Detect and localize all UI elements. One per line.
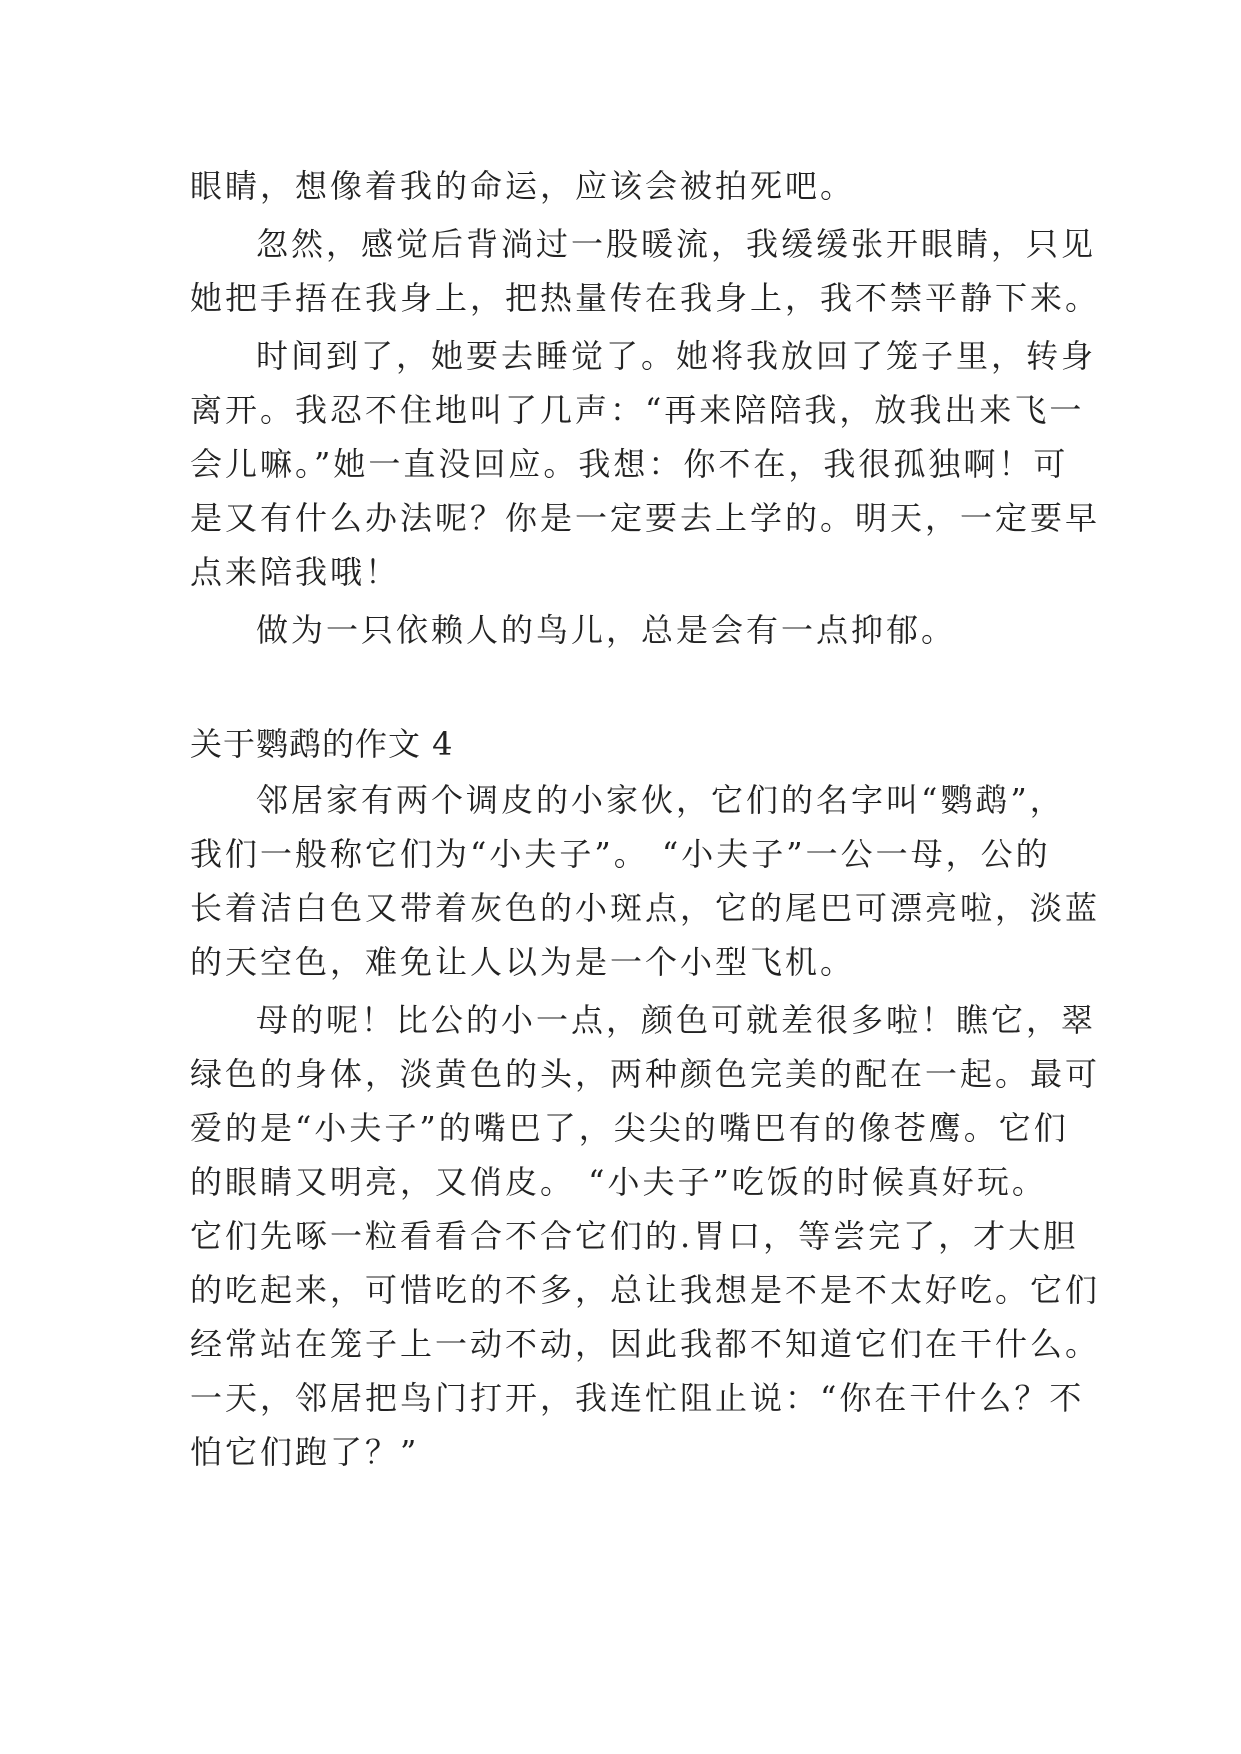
text-line: 的天空色，难免让人以为是一个小型飞机。: [190, 943, 856, 981]
text-line: 怕它们跑了？”: [190, 1433, 420, 1471]
paragraph-first-line: 时间到了，她要去睡觉了。她将我放回了笼子里，转身: [256, 337, 1097, 375]
text-line: 的眼睛又明亮，又俏皮。 “小夫子”吃饭的时候真好玩。: [190, 1163, 1047, 1201]
text-line: 点来陪我哦！: [190, 553, 401, 591]
text-line: 它们先啄一粒看看合不合它们的.胃口，等尝完了，才大胆: [190, 1217, 1079, 1255]
text-line: 是又有什么办法呢？你是一定要去上学的。明天，一定要早: [190, 499, 1101, 537]
text-line: 的吃起来，可惜吃的不多，总让我想是不是不太好吃。它们: [190, 1271, 1101, 1309]
text-line: 会儿嘛。”她一直没回应。我想：你不在，我很孤独啊！可: [190, 445, 1069, 483]
text-line: 绿色的身体，淡黄色的头，两种颜色完美的配在一起。最可: [190, 1055, 1101, 1093]
section-heading: 关于鹦鹉的作文 4: [190, 725, 454, 763]
text-line: 眼睛，想像着我的命运，应该会被拍死吧。: [190, 167, 856, 205]
text-line: 她把手捂在我身上，把热量传在我身上，我不禁平静下来。: [190, 279, 1101, 317]
text-line: 我们一般称它们为“小夫子”。 “小夫子”一公一母，公的: [190, 835, 1051, 873]
text-line: 经常站在笼子上一动不动，因此我都不知道它们在干什么。: [190, 1325, 1101, 1363]
text-line: 长着洁白色又带着灰色的小斑点，它的尾巴可漂亮啦，淡蓝: [190, 889, 1101, 927]
paragraph-first-line: 忽然，感觉后背淌过一股暖流，我缓缓张开眼睛，只见: [256, 225, 1097, 263]
text-line: 爱的是“小夫子”的嘴巴了，尖尖的嘴巴有的像苍鹰。它们: [190, 1109, 1069, 1147]
paragraph-first-line: 母的呢！比公的小一点，颜色可就差很多啦！瞧它，翠: [256, 1001, 1097, 1039]
paragraph-first-line: 做为一只依赖人的鸟儿，总是会有一点抑郁。: [256, 611, 957, 649]
paragraph-first-line: 邻居家有两个调皮的小家伙，它们的名字叫“鹦鹉”，: [256, 781, 1065, 819]
text-line: 一天，邻居把鸟门打开，我连忙阻止说：“你在干什么？不: [190, 1379, 1085, 1417]
text-line: 离开。我忍不住地叫了几声：“再来陪陪我，放我出来飞一: [190, 391, 1085, 429]
